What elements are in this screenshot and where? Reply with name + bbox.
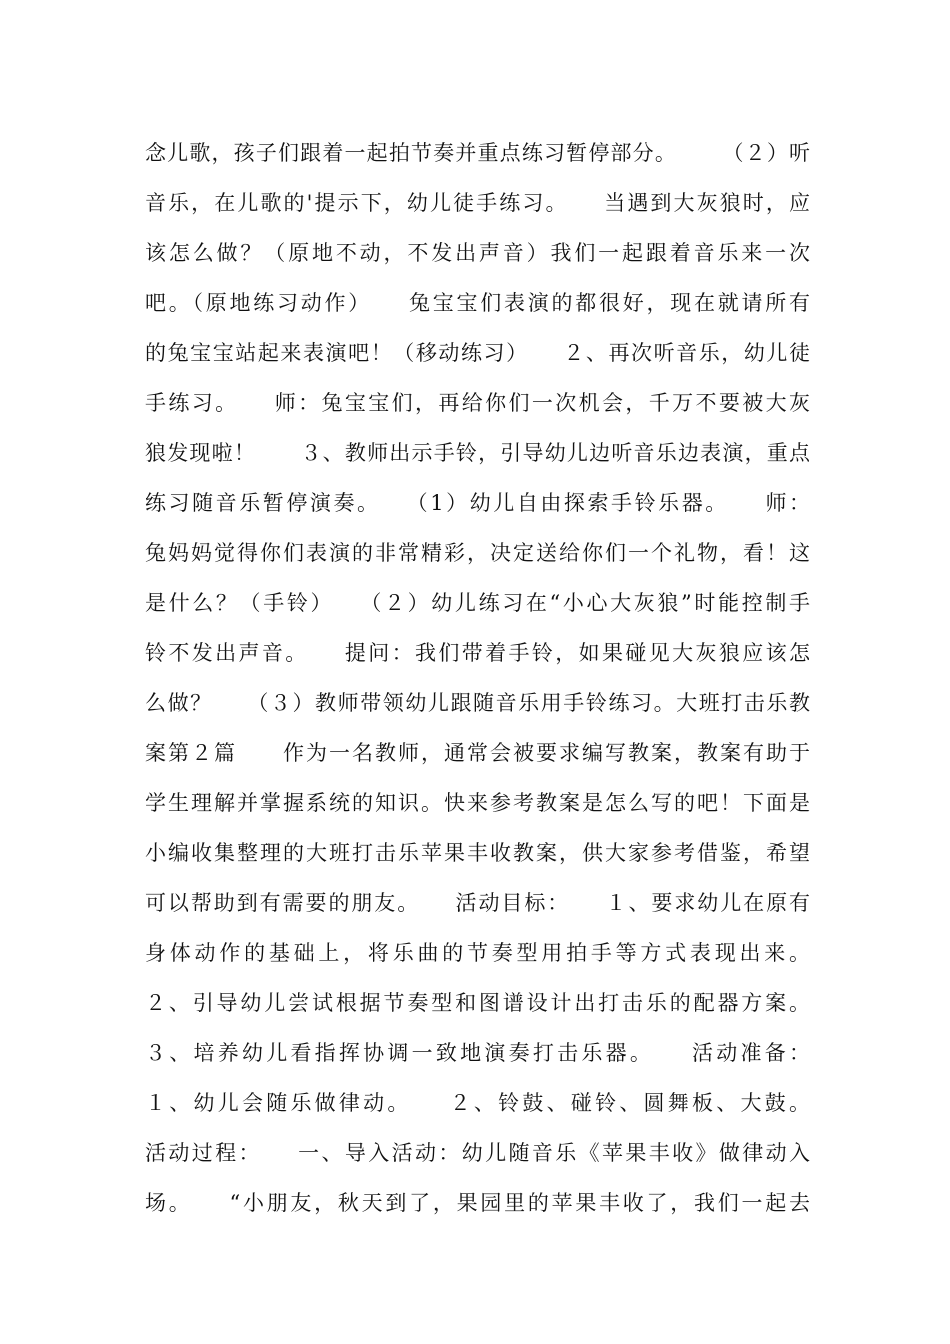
text-line: 念儿歌，孩子们跟着一起拍节奏并重点练习暂停部分。 （２）听 <box>145 141 810 165</box>
text-line: 小编收集整理的大班打击乐苹果丰收教案，供大家参考借鉴，希望 <box>145 841 810 865</box>
text-line: 狼发现啦！ ３、教师出示手铃，引导幼儿边听音乐边表演，重点 <box>145 441 810 465</box>
text-line: 练习随音乐暂停演奏。 （1）幼儿自由探索手铃乐器。 师： <box>145 491 810 515</box>
text-line: 手练习。 师：兔宝宝们，再给你们一次机会，千万不要被大灰 <box>145 391 810 415</box>
text-line: 场。 “小朋友，秋天到了，果园里的苹果丰收了，我们一起去 <box>145 1191 810 1215</box>
text-line: ３、培养幼儿看指挥协调一致地演奏打击乐器。 活动准备： <box>145 1041 810 1065</box>
text-line: 身体动作的基础上，将乐曲的节奏型用拍手等方式表现出来。 <box>145 941 810 965</box>
text-line: 铃不发出声音。 提问：我们带着手铃，如果碰见大灰狼应该怎 <box>145 641 810 665</box>
text-line: 的兔宝宝站起来表演吧！（移动练习） ２、再次听音乐，幼儿徒 <box>145 341 810 365</box>
text-line: 学生理解并掌握系统的知识。快来参考教案是怎么写的吧！下面是 <box>145 791 810 815</box>
text-line: 是什么？（手铃） （２）幼儿练习在“小心大灰狼”时能控制手 <box>145 591 810 615</box>
body-text <box>145 128 810 1228</box>
text-line: ２、引导幼儿尝试根据节奏型和图谱设计出打击乐的配器方案。 <box>145 991 810 1015</box>
text-line: 案第２篇 作为一名教师，通常会被要求编写教案，教案有助于 <box>145 741 810 765</box>
text-line: 该怎么做？（原地不动，不发出声音）我们一起跟着音乐来一次 <box>145 241 810 265</box>
text-line: 活动过程： 一、导入活动：幼儿随音乐《苹果丰收》做律动入 <box>145 1141 810 1165</box>
text-line: 兔妈妈觉得你们表演的非常精彩，决定送给你们一个礼物，看！这 <box>145 541 810 565</box>
text-line: １、幼儿会随乐做律动。 ２、铃鼓、碰铃、圆舞板、大鼓。 <box>145 1091 810 1115</box>
text-line: 吧。（原地练习动作） 兔宝宝们表演的都很好，现在就请所有 <box>145 291 810 315</box>
text-line: 音乐，在儿歌的'提示下，幼儿徒手练习。 当遇到大灰狼时，应 <box>145 191 810 215</box>
text-line: 么做？ （３）教师带领幼儿跟随音乐用手铃练习。大班打击乐教 <box>145 691 810 715</box>
text-line: 可以帮助到有需要的朋友。 活动目标： １、要求幼儿在原有 <box>145 891 810 915</box>
